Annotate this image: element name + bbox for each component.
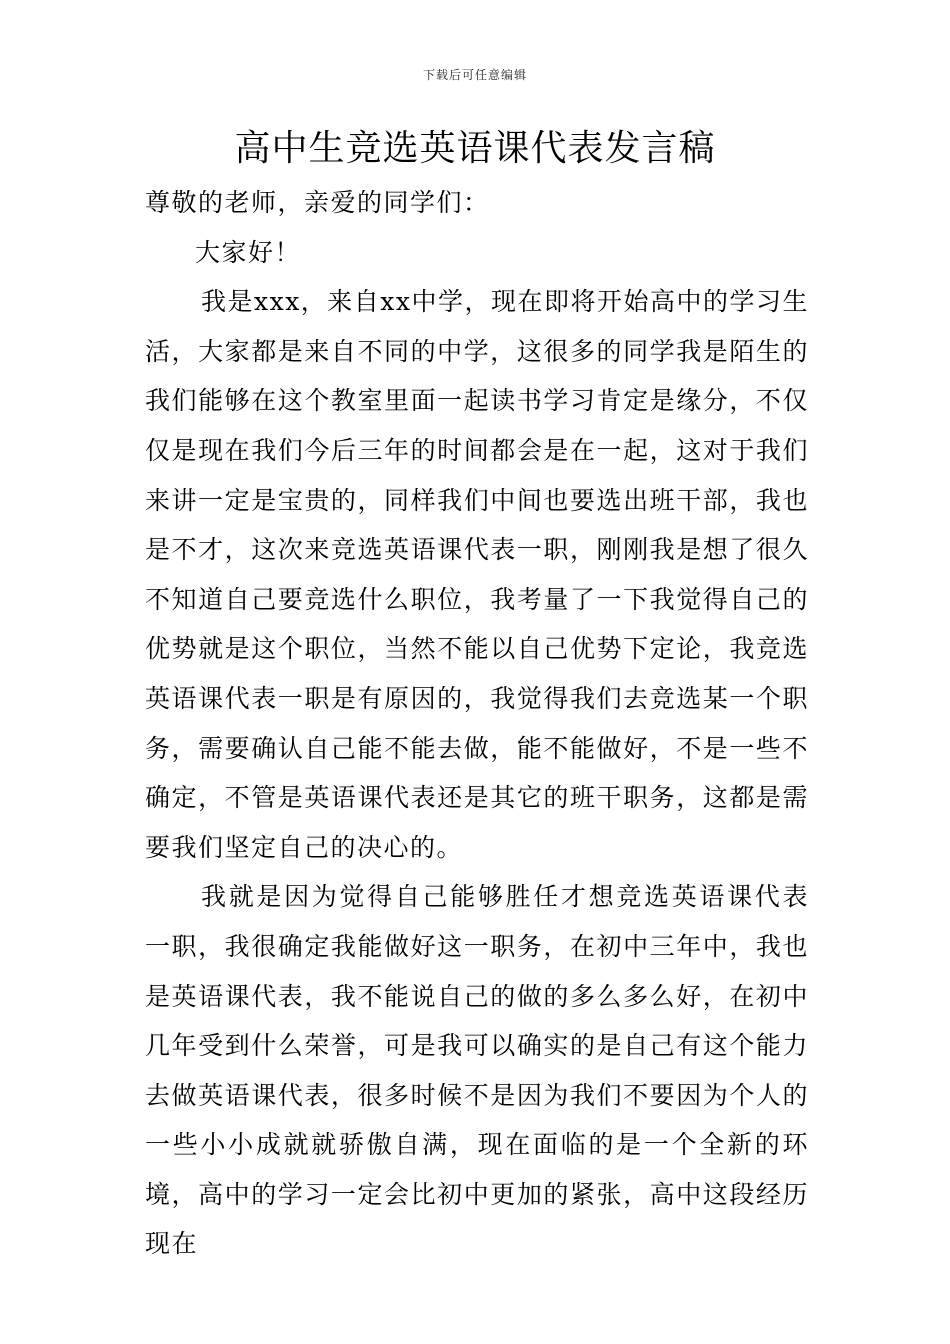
header-note: 下载后可任意编辑: [422, 68, 527, 82]
greeting: 大家好！: [195, 237, 302, 267]
paragraph: 我是xxx，来自xx中学，现在即将开始高中的学习生活，大家都是来自不同的中学，这很多的同学我是陌生的我们能够在这个教室里面一起读书学习肯定是缘分，不仅仅是现在我们今后三年的时间都会是在一起，这对于我们来讲一定是宝贵的，同样我们中间也要选出班干部，我也是不才，这次来竞选英语课代表一职，刚刚我是想了很久不知道自己要竞选什么职位，我考量了一下我觉得自己的优势就是这个职位，当然不能以自己优势下定论，我竞选英语课代表一职是有原因的，我觉得我们去竞选某一个职务，需要确认自己能不能去做，能不能做好，不是一些不确定，不管是英语课代表还是其它的班干职务，这都是需要我们坚定自己的决心的。: [145, 287, 809, 862]
salutation: 尊敬的老师，亲爱的同学们：: [145, 188, 490, 217]
paragraph: 我就是因为觉得自己能够胜任才想竞选英语课代表一职，我很确定我能做好这一职务，在初中三年中，我也是英语课代表，我不能说自己的做的多么多么好，在初中几年受到什么荣誉，可是我可以确实的是自己有这个能力去做英语课代表，很多时候不是因为我们不要因为个人的一些小小成就就骄傲自满，现在面临的是一个全新的环境，高中的学习一定会比初中更加的紧张，高中这段经历现在: [145, 882, 809, 1259]
document-title: 高中生竞选英语课代表发言稿: [234, 128, 716, 169]
document-body: [145, 178, 809, 1269]
